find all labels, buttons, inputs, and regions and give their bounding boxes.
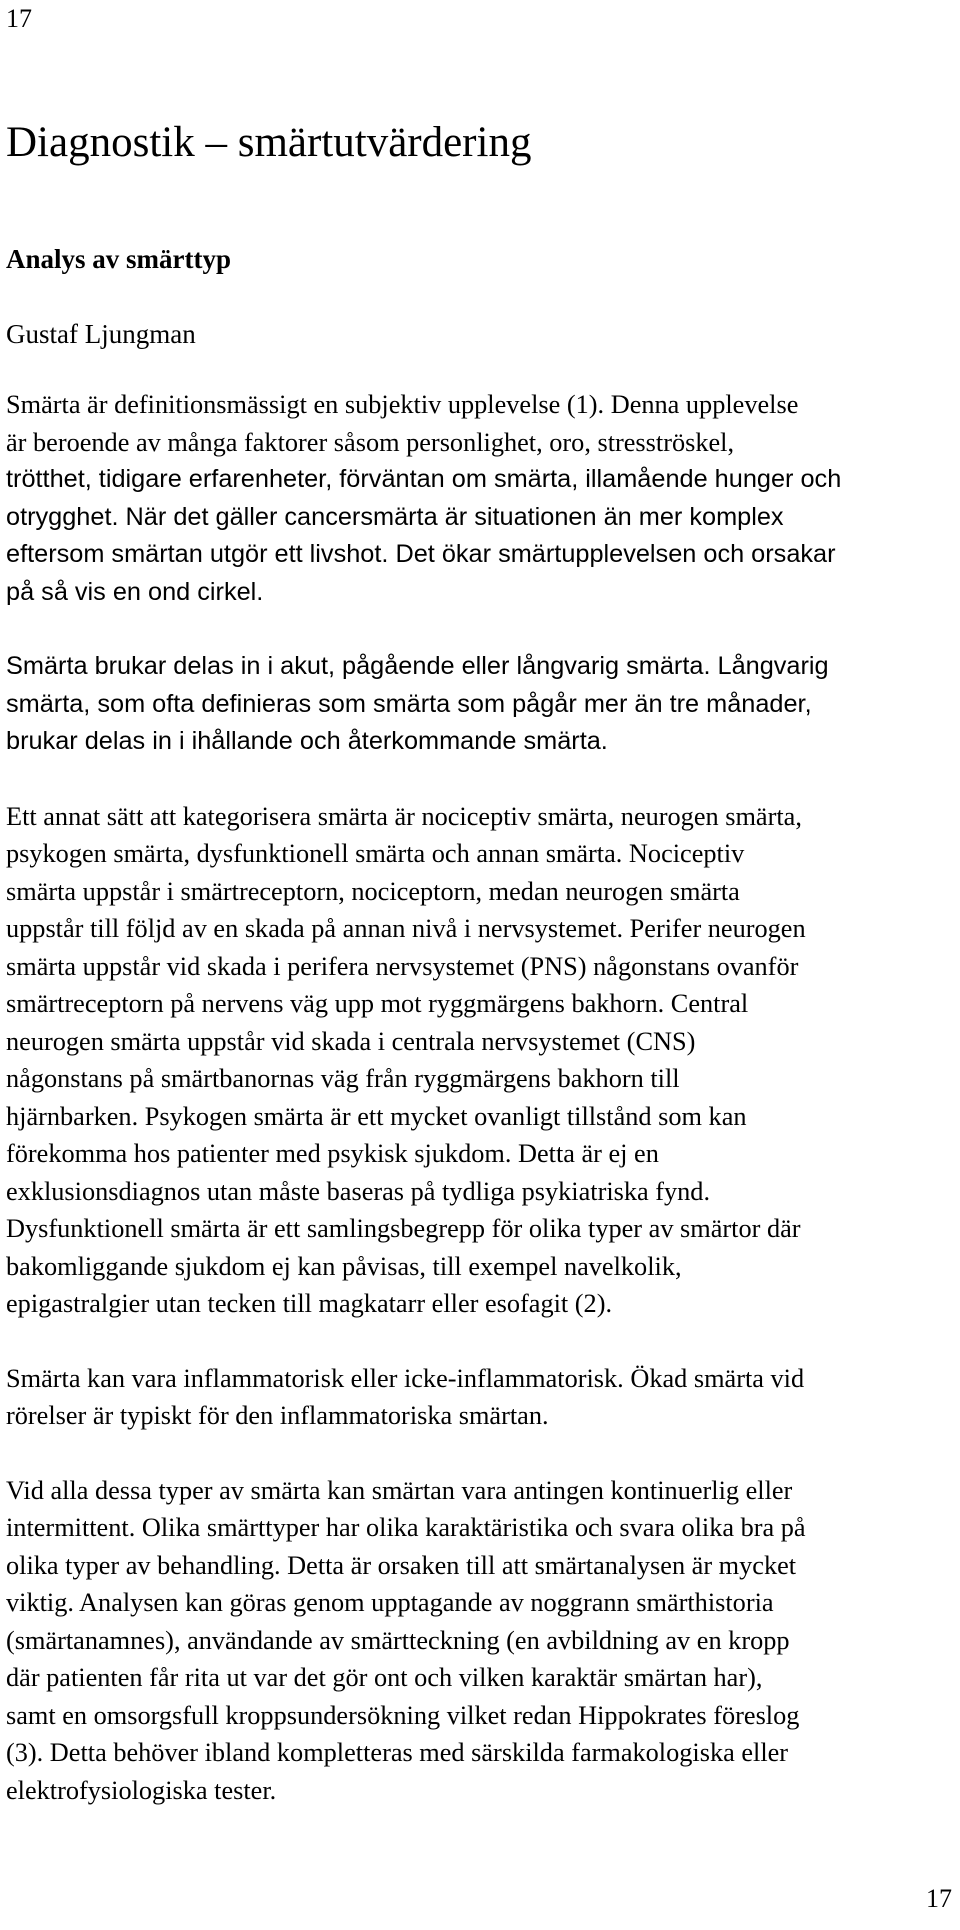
text-line: smärta, som ofta definieras som smärta som pågår mer än tre månader, [6,689,812,718]
page-title: Diagnostik – smärtutvärdering [6,119,532,166]
paragraph-1 [6,386,951,611]
text-line: eftersom smärtan utgör ett livshot. Det ökar smärtupplevelsen och orsakar [6,540,836,568]
text-line: (smärtanamnes), användande av smärtteckning (en avbildning av en kropp [6,1625,790,1655]
author-name: Gustaf Ljungman [6,319,196,349]
text-line: Smärta är definitionsmässigt en subjektiv upplevelse (1). Denna upplevelse [6,390,799,419]
paragraph-3 [6,798,951,1323]
text-line: förekomma hos patienter med psykisk sjukdom. Detta är ej en [6,1139,659,1168]
text-line: olika typer av behandling. Detta är orsaken till att smärtanalysen är mycket [6,1550,797,1580]
text-line: viktig. Analysen kan göras genom upptagande av noggrann smärthistoria [6,1588,774,1617]
text-line: hjärnbarken. Psykogen smärta är ett mycket ovanligt tillstånd som kan [6,1101,747,1131]
text-line: trötthet, tidigare erfarenheter, förväntan om smärta, illamående hunger och [6,465,842,493]
page-number-bottom: 17 [926,1884,952,1913]
section-subtitle: Analys av smärttyp [6,244,232,274]
text-line: på så vis en ond cirkel. [6,577,264,606]
paragraph-2 [6,648,951,761]
text-line: epigastralgier utan tecken till magkatarr eller esofagit (2). [6,1289,613,1318]
text-line: är beroende av många faktorer såsom personlighet, oro, stresströskel, [6,427,735,457]
text-line: elektrofysiologiska tester. [6,1775,277,1805]
text-line: smärtreceptorn på nervens väg upp mot ryggmärgens bakhorn. Central [6,989,749,1018]
text-line: Smärta brukar delas in i akut, pågående eller långvarig smärta. Långvarig [6,652,829,680]
text-line: intermittent. Olika smärttyper har olika karaktäristika och svara olika bra på [6,1513,806,1542]
text-line: samt en omsorgsfull kroppsundersökning vilket redan Hippokrates föreslog [6,1700,800,1730]
text-line: Ett annat sätt att kategorisera smärta är nociceptiv smärta, neurogen smärta, [6,801,802,831]
text-line: någonstans på smärtbanornas väg från ryggmärgens bakhorn till [6,1064,680,1093]
text-line: Vid alla dessa typer av smärta kan smärtan vara antingen kontinuerlig eller [6,1475,793,1505]
paragraph-5 [6,1472,951,1810]
text-line: Smärta kan vara inflammatorisk eller icke-inflammatorisk. Ökad smärta vid [6,1363,805,1393]
text-line: där patienten får rita ut var det gör ont och vilken karaktär smärtan har), [6,1663,763,1692]
text-line: brukar delas in i ihållande och återkommande smärta. [6,727,608,755]
text-line: neurogen smärta uppstår vid skada i centrala nervsystemet (CNS) [6,1026,696,1056]
text-line: smärta uppstår vid skada i perifera nervsystemet (PNS) någonstans ovanför [6,951,799,981]
text-line: Dysfunktionell smärta är ett samlingsbegrepp för olika typer av smärtor där [6,1214,801,1243]
text-line: (3). Detta behöver ibland kompletteras med särskilda farmakologiska eller [6,1738,789,1767]
body-text [6,386,951,1846]
text-line: bakomliggande sjukdom ej kan påvisas, till exempel navelkolik, [6,1251,682,1281]
paragraph-4 [6,1360,951,1435]
text-line: uppstår till följd av en skada på annan nivå i nervsystemet. Perifer neurogen [6,914,806,943]
text-line: rörelser är typiskt för den inflammatoriska smärtan. [6,1401,549,1430]
page-number-top: 17 [6,4,32,33]
text-line: otrygghet. När det gäller cancersmärta är situationen än mer komplex [6,502,784,531]
text-line: smärta uppstår i smärtreceptorn, nociceptorn, medan neurogen smärta [6,876,740,906]
text-line: psykogen smärta, dysfunktionell smärta och annan smärta. Nociceptiv [6,839,745,868]
text-line: exklusionsdiagnos utan måste baseras på tydliga psykiatriska fynd. [6,1176,711,1206]
